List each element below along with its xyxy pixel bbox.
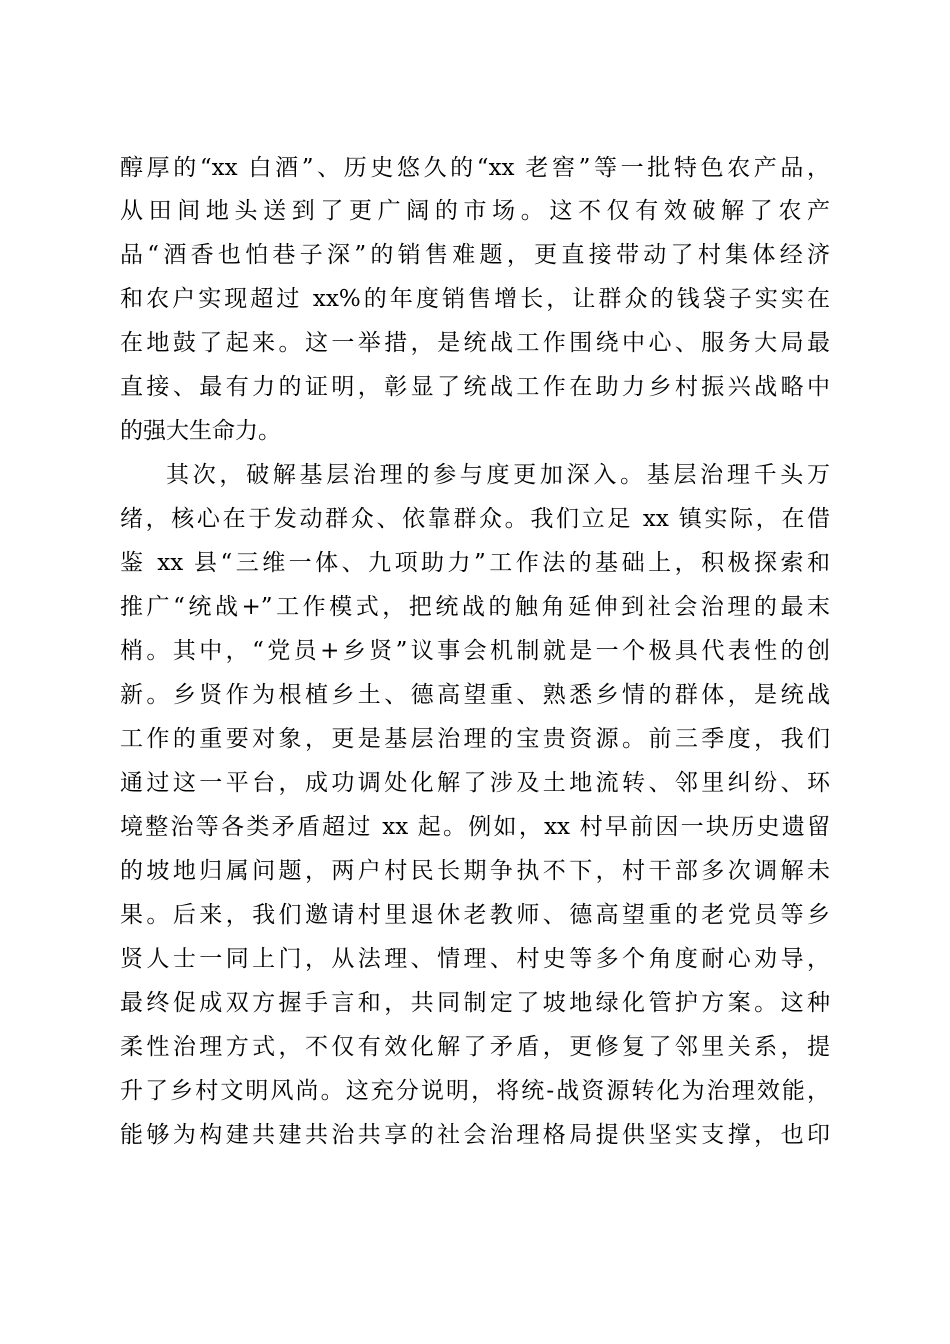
paragraph-1-line-4: 和农户实现超过 xx%的年度销售增长，让群众的钱袋子实实在 (120, 286, 830, 312)
paragraph-1-line-7: 的强大生命力。 (120, 418, 281, 444)
paragraph-1-line-3: 品“酒香也怕巷子深”的销售难题，更直接带动了村集体经济 (120, 242, 830, 268)
paragraph-2-line-3: 鉴 xx 县“三维一体、九项助力”工作法的基础上，积极探索和 (120, 550, 830, 576)
paragraph-2-line-15: 升了乡村文明风尚。这充分说明，将统-战资源转化为治理效能， (120, 1078, 830, 1104)
paragraph-1-line-1: 醇厚的“xx 白酒”、历史悠久的“xx 老窖”等一批特色农产品， (120, 155, 830, 181)
paragraph-2-line-2: 绪，核心在于发动群众、依靠群众。我们立足 xx 镇实际，在借 (120, 506, 830, 532)
paragraph-1-line-2: 从田间地头送到了更广阔的市场。这不仅有效破解了农产 (120, 198, 830, 224)
paragraph-2-line-6: 新。乡贤作为根植乡土、德高望重、熟悉乡情的群体，是统战 (120, 682, 830, 708)
paragraph-2-line-16: 能够为构建共建共治共享的社会治理格局提供坚实支撑，也印 (120, 1122, 830, 1148)
paragraph-1-line-5: 在地鼓了起来。这一举措，是统战工作围绕中心、服务大局最 (120, 330, 830, 356)
paragraph-2-line-5: 梢。其中，“党员+乡贤”议事会机制就是一个极具代表性的创 (120, 638, 830, 664)
paragraph-2-line-11: 果。后来，我们邀请村里退休老教师、德高望重的老党员等乡 (120, 902, 830, 928)
paragraph-2-line-9: 境整治等各类矛盾超过 xx 起。例如，xx 村早前因一块历史遗留 (120, 814, 830, 840)
paragraph-2-line-13: 最终促成双方握手言和，共同制定了坡地绿化管护方案。这种 (120, 990, 830, 1016)
paragraph-2-line-10: 的坡地归属问题，两户村民长期争执不下，村干部多次调解未 (120, 858, 830, 884)
paragraph-2-line-14: 柔性治理方式，不仅有效化解了矛盾，更修复了邻里关系，提 (120, 1034, 830, 1060)
paragraph-1-line-6: 直接、最有力的证明，彰显了统战工作在助力乡村振兴战略中 (120, 374, 830, 400)
paragraph-2-line-8: 通过这一平台，成功调处化解了涉及土地流转、邻里纠纷、环 (120, 770, 830, 796)
paragraph-2-line-4: 推广“统战+”工作模式，把统战的触角延伸到社会治理的最末 (120, 594, 830, 620)
paragraph-2-line-12: 贤人士一同上门，从法理、情理、村史等多个角度耐心劝导， (120, 946, 830, 972)
paragraph-2-line-1: 其次，破解基层治理的参与度更加深入。基层治理千头万 (166, 462, 830, 488)
paragraph-2-line-7: 工作的重要对象，更是基层治理的宝贵资源。前三季度，我们 (120, 726, 830, 752)
